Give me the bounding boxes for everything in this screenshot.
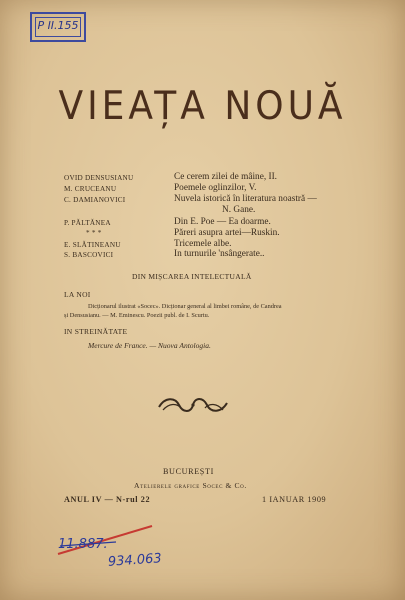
toc-article: Tricemele albe.	[174, 239, 232, 249]
home-review-line: și Densusianu. — M. Eminescu. Poezii publ. de I. Scurtu.	[64, 312, 210, 319]
home-review-line: Dicționarul ilustrat «Socec». Dicționar general al limbei române, de Candrea	[88, 303, 282, 310]
crossed-out-number: 11.887.	[58, 537, 108, 552]
toc-author: * * *	[86, 229, 102, 237]
toc-author: E. SLĂTINEANU	[64, 241, 121, 249]
decorative-ornament	[155, 395, 231, 415]
inventory-number: 934.063	[107, 551, 163, 570]
toc-author: S. BASCOVICI	[64, 251, 114, 259]
toc-author: M. CRUCEANU	[64, 185, 117, 193]
toc-article: Nuvela istorică în literatura noastră —	[174, 194, 317, 204]
toc-article: N. Gane.	[222, 205, 256, 215]
imprint-printer: Atelierele grafice Socec & Co.	[134, 481, 247, 490]
toc-article: In turnurile 'nsângerate..	[174, 249, 265, 259]
toc-author: OVID DENSUSIANU	[64, 174, 134, 182]
imprint-city: BUCUREȘTI	[163, 467, 214, 476]
toc-article: Poemele oglinzilor, V.	[174, 183, 257, 193]
toc-author: C. DAMIANOVICI	[64, 196, 126, 204]
stamp-shelfmark: P II.155	[37, 19, 79, 32]
abroad-section-label: IN STREINĂTATE	[64, 327, 128, 336]
movement-heading: DIN MIȘCAREA INTELECTUALĂ	[132, 272, 252, 281]
journal-title: VIEAȚA NOUĂ	[58, 84, 347, 130]
library-stamp	[30, 12, 86, 42]
volume-number: ANUL IV — N-rul 22	[64, 495, 151, 504]
toc-article: Ce cerem zilei de mâine, II.	[174, 172, 277, 182]
toc-author: P. PĂLTĂNEA	[64, 219, 111, 227]
abroad-review-line: Mercure de France. — Nuova Antologia.	[88, 341, 211, 350]
home-section-label: LA NOI	[64, 290, 91, 299]
toc-article: Păreri asupra artei—Ruskin.	[174, 228, 280, 238]
issue-date: 1 IANUAR 1909	[262, 495, 327, 504]
toc-article: Din E. Poe — Ea doarme.	[174, 217, 271, 227]
